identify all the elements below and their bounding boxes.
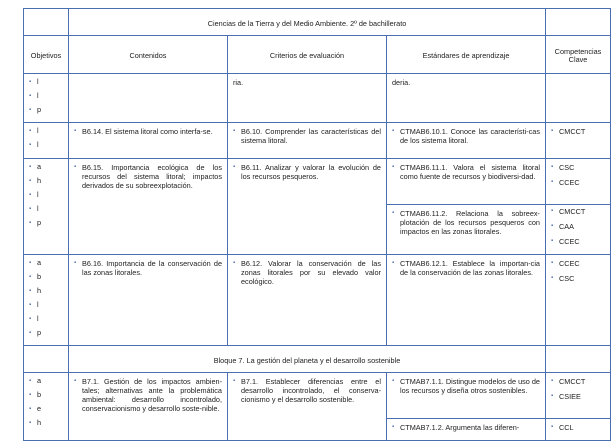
competencias-cell <box>546 373 611 419</box>
header-objetivos: Objetivos <box>24 36 69 74</box>
competencias-cell <box>546 205 611 255</box>
list-item: ▪ B7.1. Gestión de los impactos ambien-tales; alternativas ante la problemática ambiental: desarrollo incontrolado, conservacionismo y desarrollo soste-nible. <box>74 377 222 413</box>
list-item: ▪ l <box>29 191 63 199</box>
criterios-cell <box>228 123 387 159</box>
list-item: ▪ CMCCT <box>551 207 605 216</box>
list-item: ▪ B6.15. Importancia ecológica de los recursos del sistema litoral; impactos derivados de su sobreexplotación. <box>74 163 222 190</box>
table-row <box>24 255 611 346</box>
list-item: ▪ CTMAB7.1.1. Distingue modelos de uso de los recursos y diseña otros sostenibles. <box>392 377 540 395</box>
list-item: ▪ e <box>29 405 63 413</box>
competencias-cell <box>546 419 611 441</box>
table-row <box>24 74 611 123</box>
list-item: ▪ a <box>29 163 63 171</box>
list-item: ▪ p <box>29 329 63 337</box>
table-row <box>24 159 611 205</box>
header-row <box>24 36 611 74</box>
table-corner-cell <box>546 9 611 36</box>
objetivos-cell <box>24 373 69 441</box>
table-title-row <box>24 9 611 36</box>
objetivos-cell <box>24 74 69 123</box>
list-item: ▪ l <box>29 315 63 323</box>
list-item: ▪ B6.16. Importancia de la conservación de las zonas litorales. <box>74 259 222 277</box>
list-item: ▪ b <box>29 273 63 281</box>
list-item: ▪ b <box>29 391 63 399</box>
list-item: ▪ CMCCT <box>551 377 605 386</box>
list-item: ▪ CTMAB6.10.1. Conoce las característi-cas de los sistema litoral. <box>392 127 540 145</box>
table-corner-cell <box>24 9 69 36</box>
competencias-cell <box>546 123 611 159</box>
list-item: ▪ p <box>29 106 63 114</box>
estandares-cell <box>387 123 546 159</box>
list-item: ▪ l <box>29 78 63 86</box>
contenidos-cell <box>69 373 228 441</box>
list-item: ▪ l <box>29 301 63 309</box>
criterios-cell <box>228 255 387 346</box>
table-corner-cell <box>24 346 69 373</box>
estandares-cell <box>387 205 546 255</box>
block-title: Bloque 7. La gestión del planeta y el desarrollo sostenible <box>69 346 546 373</box>
estandares-cell <box>387 419 546 441</box>
contenidos-cell <box>69 159 228 255</box>
competencias-cell <box>546 74 611 123</box>
list-item: ▪ CCL <box>551 423 605 432</box>
criterios-cell: ria. <box>228 74 387 123</box>
list-item: ▪ CTMAB7.1.2. Argumenta las diferen- <box>392 423 540 432</box>
header-estandares: Estándares de aprendizaje <box>387 36 546 74</box>
list-item: ▪ B6.14. El sistema litoral como interfa-se. <box>74 127 222 136</box>
list-item: ▪ B6.10. Comprender las características del sistema litoral. <box>233 127 381 145</box>
list-item: ▪ CCEC <box>551 178 605 187</box>
list-item: ▪ CSC <box>551 163 605 172</box>
competencias-cell <box>546 159 611 205</box>
header-contenidos: Contenidos <box>69 36 228 74</box>
list-item: ▪ B7.1. Establecer diferencias entre el desarrollo incontrolado, el conserva-cionismo y el desarrollo sostenible. <box>233 377 381 404</box>
curriculum-document <box>23 8 611 441</box>
list-item: ▪ a <box>29 259 63 267</box>
table-row <box>24 373 611 419</box>
objetivos-cell <box>24 123 69 159</box>
table-row <box>24 123 611 159</box>
list-item: ▪ h <box>29 287 63 295</box>
list-item: ▪ B6.11. Analizar y valorar la evolución de los recursos pesqueros. <box>233 163 381 181</box>
estandares-cell: deria. <box>387 74 546 123</box>
list-item: ▪ a <box>29 377 63 385</box>
criterios-cell <box>228 373 387 441</box>
header-competencias: Competencias Clave <box>546 36 611 74</box>
block-title-row <box>24 346 611 373</box>
contenidos-cell <box>69 74 228 123</box>
list-item: ▪ CTMAB6.11.2. Relaciona la sobreex-plotación de los recursos pesqueros con impactos en las zonas litorales. <box>392 209 540 236</box>
list-item: ▪ CTMAB6.11.1. Valora el sistema litoral como fuente de recursos y biodiversi-dad. <box>392 163 540 181</box>
list-item: ▪ l <box>29 127 63 135</box>
list-item: ▪ l <box>29 141 63 149</box>
list-item: ▪ l <box>29 92 63 100</box>
list-item: ▪ CCEC <box>551 259 605 268</box>
list-item: ▪ CMCCT <box>551 127 605 136</box>
list-item: ▪ CSC <box>551 274 605 283</box>
list-item: ▪ h <box>29 419 63 427</box>
objetivos-cell <box>24 159 69 255</box>
estandares-cell <box>387 159 546 205</box>
competencias-cell <box>546 255 611 346</box>
table-title: Ciencias de la Tierra y del Medio Ambiente. 2º de bachillerato <box>69 9 546 36</box>
list-item: ▪ CCEC <box>551 237 605 246</box>
contenidos-cell <box>69 255 228 346</box>
table-corner-cell <box>546 346 611 373</box>
estandares-cell <box>387 373 546 419</box>
list-item: ▪ CTMAB6.12.1. Establece la importan-cia de la conservación de las zonas litorales. <box>392 259 540 277</box>
contenidos-cell <box>69 123 228 159</box>
list-item: ▪ p <box>29 219 63 227</box>
list-item: ▪ l <box>29 205 63 213</box>
list-item: ▪ B6.12. Valorar la conservación de las zonas litorales por su elevado valor ecológico. <box>233 259 381 286</box>
curriculum-table <box>23 8 611 441</box>
estandares-cell <box>387 255 546 346</box>
list-item: ▪ CSIEE <box>551 392 605 401</box>
list-item: ▪ h <box>29 177 63 185</box>
criterios-cell <box>228 159 387 255</box>
objetivos-cell <box>24 255 69 346</box>
header-criterios: Criterios de evaluación <box>228 36 387 74</box>
list-item: ▪ CAA <box>551 222 605 231</box>
